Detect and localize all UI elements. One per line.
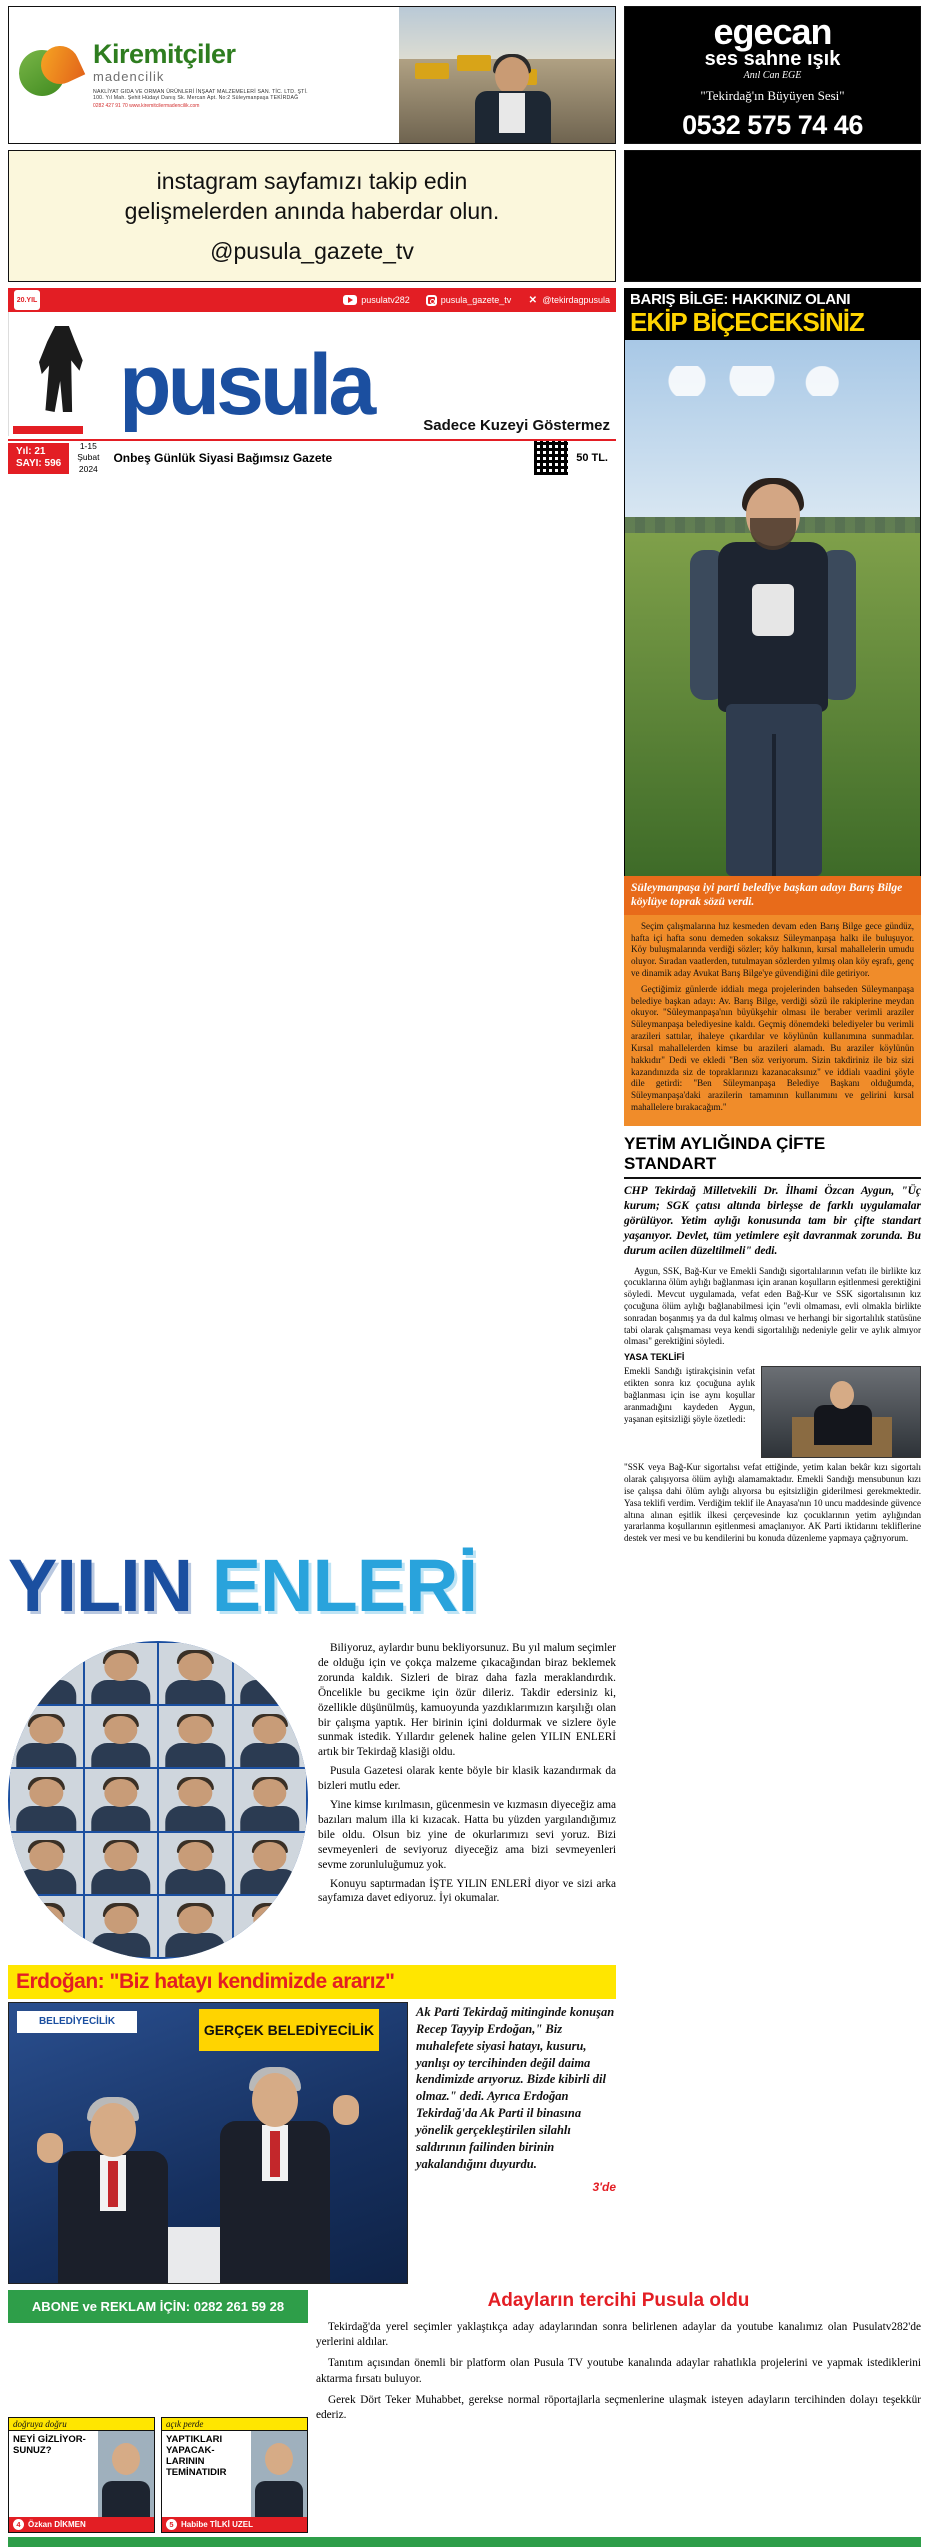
yetim-column-left: Emekli Sandığı iştirakçisinin vefat etikten sonra kız çocuğuna aylık bağlanması için ise aynı koşullar aranmadığını kaydeden Aygun, yaşanan eşitsizliği şöyle özetledi:: [624, 1366, 755, 1424]
baris-bilge-headline: EKİP BİÇECEKSİNİZ: [630, 307, 864, 337]
bottom-green-strip: [8, 2537, 921, 2547]
yetim-column-right: "SSK veya Bağ-Kur sigortalısı vefat ettiğinde, yetim kalan bekâr kızı sigortalı olarak çalışıyorsa ölüm aylığı alamamaktadır. Emekli Sandığı mensubunun kızı ise çalışsa dahi ölüm aylığı alıyorsa bu eşitsizliğin giderilmesi gerekmektedir. Yasa teklifi verdim. Verdiğim teklif ile Anayasa'nın 10 uncu maddesinde güvence altına alınan eşitlik ilkesi çerçevesinde kız çocuklarının yetim aylığından yararlanma koşullarının eşitlenmesi amaçlanıyor. AK Parti iktidarını tekliflerine destek ver mesi ve bu kendilerini bu konuda düzenleme yapmaya çağrıyorum.: [624, 1462, 921, 1544]
lead-paragraph-1: Biliyoruz, aylardır bunu bekliyorsunuz. Bu yıl malum seçimler de olduğu için ve çokça malzeme çıkacağından biraz beklemek zorunda kaldık. Sizleri de biraz daha fazla meraklandırdık. Öncelikle bu gecikme için özür dileriz. Takdir edersiniz ki, özellikle düşünülmüş, kamuoyunda yazdıklarımızın karşılığı olan bir çalışma yaptık. Her birinin içini doldurmak ve sizlere öyle sunmak istedik. Yıllardır gelenek haline gelen YILIN ENLERİ artık bir Tekirdağ klasiği oldu.: [318, 1641, 616, 1759]
social-youtube-label: pusulatv282: [361, 295, 410, 305]
top-ads-row: [8, 6, 921, 144]
issue-number: SAYI: 596: [16, 458, 62, 469]
bottom-row: [8, 2290, 921, 2533]
columnist-1-page-number: 4: [13, 2519, 24, 2530]
erdogan-headline: Erdoğan: "Biz hatayı kendimizde ararız": [16, 1969, 395, 1993]
yetim-lead: CHP Tekirdağ Milletvekili Dr. İlhami Özcan Aygun, "Üç kurum; SGK çatısı altında birleşse de farklı uygulamalar görülüyor. Yetim aylığı konusunda tam bir çifte standart yaşanıyor. Devlet, tüm yetimlere eşit davranmak zorunda. Bu durum acilen düzeltilmeli" dedi.: [624, 1184, 921, 1258]
subscription-banner[interactable]: ABONE ve REKLAM İÇİN: 0282 261 59 28: [8, 2290, 308, 2323]
x-icon: ✕: [528, 294, 537, 306]
columnist-1-section: doğruya doğru: [9, 2418, 154, 2431]
masthead-slogan: Sadece Kuzeyi Göstermez: [423, 417, 610, 434]
issue-price: 50 TL.: [576, 452, 608, 464]
columnist-card-2[interactable]: [161, 2417, 308, 2533]
erdogan-photo: [8, 2002, 408, 2284]
egecan-subtitle: ses sahne ışık: [704, 48, 841, 71]
yetim-photo: [761, 1366, 921, 1458]
masthead-wordmark: pusula: [119, 337, 373, 434]
main-content-row: [8, 1543, 921, 2284]
columnist-1-title: NEYİ GİZLİYOR-SUNUZ?: [13, 2433, 86, 2456]
egecan-slogan: "Tekirdağ'ın Büyüyen Sesi": [700, 88, 845, 104]
columnist-2-page-number: 5: [166, 2519, 177, 2530]
aday-paragraph-2: Tanıtım açısından önemli bir platform olan Pusula TV youtube kanalında adaylar rahatlıkla projelerini ve yapmak istediklerini aktarma fırsatı buluyor.: [316, 2357, 921, 2385]
yetim-paragraph-1: Aygun, SSK, Bağ-Kur ve Emekli Sandığı sigortalılarının vefatı ile birlikte kız çocuklarına ölüm aylığı bağlanması için aranan koşulların eşitlenmesi gerektiğini söyledi. Mevcut uygulamada, vefat eden Bağ-Kur ve SSK sigortalısının kız çocuğuna ölüm aylığı bağlanabilmesi için "evli olmaması, evli olmakla birlikte sonradan boşanmış ya da dul kalmış olması ve herhangi bir sigortalılık statüsüne tabi olarak çalışmaması veya kendi sigortalılığı nedeniyle gelir ve aylık almıyor olması" gerektiğini söyledi.: [624, 1265, 921, 1347]
columnist-2-section: açık perde: [162, 2418, 307, 2431]
instagram-promo-line-1: instagram sayfamızı takip edin: [156, 167, 468, 194]
baris-bilge-body: [624, 915, 921, 1126]
leaf-logo-icon: [15, 40, 85, 110]
issue-date-range: 1-15: [79, 441, 97, 452]
aday-paragraph-1: Tekirdağ'da yerel seçimler yaklaştıkça aday adaylarından sonra belirlenen adaylar da youtube kanalımız olan Pusulatv282'de yerlerini aldılar.: [316, 2320, 921, 2349]
qr-code[interactable]: [534, 441, 568, 475]
columnist-card-1[interactable]: [8, 2417, 155, 2533]
issue-month: Şubat: [77, 452, 100, 463]
baris-bilge-paragraph-2: Geçtiğimiz günlerde iddialı mega projelerinden bahseden Süleymanpaşa belediye başkan adayı: Av. Barış Bilge, verdiği sözü ile rakiplerine meydan okuyor. "Süleymanpaşa'nın büyükşehir olması ile beraber verimli araziler Süleymanpaşa belediyesine kaldı. Geçmiş dönemdeki belediyeler bu verimli arazileri sattılar, ihaleye çıkardılar ve köylünün kullanımına sunmadılar. Kırsal mahallelerden kimse bu arazileri alamadı. Bu araziler köylünün hakkıdır" Dedi ve ekledi "Ben söz veriyorum. Sizin takdiriniz ile biz sizi kazandınızda siz de topraklarınızı kazanacaksınız" ve iddialı vaadini şöyle dile getirdi: "Ben Süleymanpaşa Belediye Başkanı olduğumda, Süleymanpaşa'daki arazilerin tamamının kullanımını ve gelirini kırsal mahallelere bırakacağım.": [631, 983, 914, 1112]
columnist-2-title: YAPTIKLARI YAPACAK-LARININ TEMİNATIDIR: [166, 2433, 227, 2478]
lead-paragraph-3: Yine kimse kırılmasın, gücenmesin ve kızmasın diyeceğiz ama bazıları malum illa ki kızacak. Hatta bu yüzden yargılandığımız bile oldu. Olsun biz yine de okurlarımızı sevi yoruz. Bizi sevmeyenleri de seviyoruz diyeceğiz ama bizi sevmeyenleri sevme zorunluluğumuz yok.: [318, 1799, 616, 1871]
masthead-tagline: Onbeş Günlük Siyasi Bağımsız Gazete: [113, 451, 333, 465]
kiremitciler-ad[interactable]: [8, 6, 616, 144]
erdogan-caption: Ak Parti Tekirdağ mitinginde konuşan Recep Tayyip Erdoğan," Biz muhalefete siyasi hatayı, kusuru, yanlışı oy tercihinden değil daima kendimizde arıyoruz. Bizde kibirli dil olmaz." dedi. Ayrıca Erdoğan Tekirdağ'da Ak Parti il binasına yönelik gerçekleştirilen silahlı saldırının failinden birinin yakalandığını duyurdu.: [416, 2004, 615, 2171]
social-bar: [8, 288, 616, 312]
baris-bilge-photo-caption: Süleymanpaşa iyi parti belediye başkan adayı Barış Bilge köylüye toprak sözü verdi.: [624, 876, 921, 915]
yilin-word-2: ENLERİ: [211, 1543, 478, 1627]
kiremitciler-legal-line: NAKLİYAT GIDA VE ORMAN ÜRÜNLERİ İNŞAAT MALZEMELERİ SAN. TİC. LTD. ŞTİ.: [93, 89, 308, 95]
masthead: [8, 288, 616, 1545]
egecan-phone[interactable]: 0532 575 74 46: [682, 110, 863, 141]
kiremitciler-subtitle: madencilik: [93, 69, 165, 84]
newsboy-logo-icon: [9, 316, 119, 436]
yilin-enleri-body: [318, 1641, 616, 1959]
kiremitciler-address: 100. Yıl Mah. Şehit Hüdayi Danış Sk. Mercan Apt. No:2 Süleymanpaşa TEKİRDAĞ: [93, 95, 299, 101]
baris-bilge-photo: [624, 340, 921, 876]
youtube-icon: [343, 295, 357, 305]
baris-bilge-paragraph-1: Seçim çalışmalarına hız kesmeden devam eden Barış Bilge gece gündüz, hafta içi hafta sonu demeden sokaksız Süleymanpaşa halkı ile buluşuyor. Köy buluşmalarında verdiği sözler; köy halkının, kırsal mahallelerin umudu oluyor. Sıradan vaatlerden, tutulmayan sözlerden yılmış olan köy eşrafı, genç ve dinamik aday Avukat Barış Bilge'ye güvendiğini dile getiriyor.: [631, 920, 914, 978]
social-x[interactable]: [527, 295, 610, 306]
masthead-info-bar: [8, 439, 616, 475]
yilin-word-1: YILIN: [8, 1543, 193, 1627]
faces-collage: [8, 1641, 308, 1959]
instagram-promo-line-2: gelişmelerden anında haberdar olun.: [124, 197, 500, 224]
issue-year: Yıl: 21: [16, 445, 46, 457]
social-instagram[interactable]: [426, 295, 512, 306]
masthead-row: [8, 288, 921, 1545]
kiremitciler-branding: [9, 7, 399, 143]
egecan-title: egecan: [713, 11, 832, 52]
lead-paragraph-4: Konuyu saptırmadan İŞTE YILIN ENLERİ diyor ve sizi arka sayfamıza davet ediyoruz. İyi okumalar.: [318, 1877, 616, 1905]
social-instagram-label: pusula_gazete_tv: [440, 295, 512, 305]
erdogan-page-reference[interactable]: 3'de: [592, 2179, 616, 2194]
columnist-2-portrait: [251, 2431, 307, 2517]
social-x-label: @tekirdagpusula: [542, 295, 610, 305]
erdogan-banner-right: GERÇEK BELEDİYECİLİK: [199, 2009, 379, 2051]
issue-year-number: 2024: [78, 463, 98, 474]
columnist-2-name: Habibe TİLKİ UZEL: [181, 2519, 253, 2529]
instagram-promo-ad[interactable]: [8, 150, 616, 282]
erdogan-banner-left: BELEDİYECİLİK: [17, 2011, 137, 2033]
egecan-ad[interactable]: [624, 6, 921, 144]
yetim-subheading: YASA TEKLİFİ: [624, 1352, 685, 1363]
aday-paragraph-3: Gerek Dört Teker Muhabbet, gerekse normal röportajlarla seçmenlerine ulaşmak isteyen adayların tercihinden dolayı teşekkür ederiz.: [316, 2393, 921, 2422]
columnist-1-name: Özkan DİKMEN: [28, 2519, 86, 2529]
masthead-logo-area: [8, 312, 616, 436]
baris-bilge-kicker: BARIŞ BİLGE: HAKKINIZ OLANI: [630, 291, 851, 308]
social-youtube[interactable]: [343, 295, 410, 305]
baris-bilge-story: [624, 288, 921, 1545]
anniversary-badge: 20.YIL: [14, 290, 40, 310]
kiremitciler-contact: 0282 427 91 70 www.kiremitcilermadencilik.com: [93, 103, 200, 109]
mining-site-photo: [399, 7, 615, 143]
erdogan-headline-bar: [8, 1965, 616, 1999]
aday-story: [316, 2290, 921, 2533]
egecan-ad-lower-block: [624, 150, 921, 282]
aday-headline: Adayların tercihi Pusula oldu: [487, 2289, 750, 2311]
yetim-headline: YETİM AYLIĞINDA ÇİFTE STANDART: [624, 1134, 921, 1179]
kiremitciler-title: Kiremitçiler: [93, 39, 236, 69]
lead-paragraph-2: Pusula Gazetesi olarak kente böyle bir klasik kazandırmak da bizleri mutlu eder.: [318, 1765, 616, 1793]
second-ads-row: [8, 150, 921, 282]
instagram-icon: [426, 295, 437, 306]
egecan-person-name: Anıl Can EGE: [743, 70, 802, 82]
columnist-1-portrait: [98, 2431, 154, 2517]
instagram-handle[interactable]: @pusula_gazete_tv: [210, 238, 414, 265]
yilin-enleri-headline: [8, 1543, 616, 1639]
